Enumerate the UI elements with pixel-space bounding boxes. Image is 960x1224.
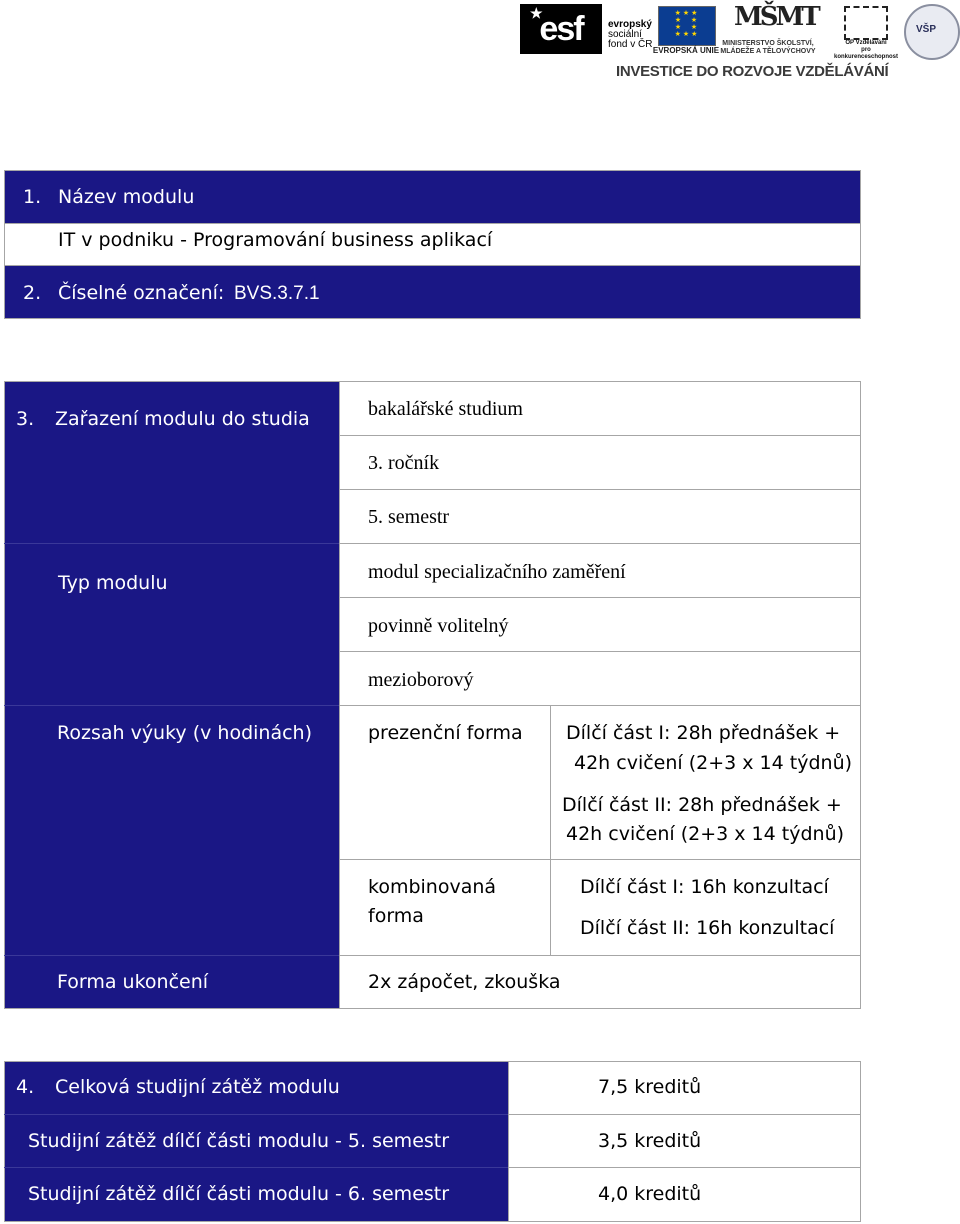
msmt-caption <box>708 40 828 56</box>
msmt-logo: MŠMT <box>734 2 818 32</box>
zarazeni-value-1: bakalářské studium <box>368 398 523 420</box>
esf-logo <box>520 4 602 54</box>
zatez-row-2-label: Studijní zátěž dílčí části modulu - 6. semestr <box>28 1183 450 1205</box>
zarazeni-value-3: 5. semestr <box>368 506 450 528</box>
section4-number: 4. <box>16 1076 35 1098</box>
eu-caption: EVROPSKÁ UNIE <box>652 46 720 55</box>
kombinovana-part1: Dílčí část I: 16h konzultací <box>580 876 829 898</box>
prezencni-part2-line2: 42h cvičení (2+3 x 14 týdnů) <box>566 823 845 845</box>
numbering-number: 2. <box>23 282 42 304</box>
zatez-row-2-value: 4,0 kreditů <box>598 1183 702 1205</box>
kombinovana-value-cell <box>550 859 861 956</box>
prezencni-label: prezenční forma <box>368 722 523 744</box>
zatez-row-1-value: 3,5 kreditů <box>598 1130 702 1152</box>
opvk-line1: OP Vzdělávání <box>845 40 887 46</box>
eu-stars-icon: ★ ★ ★ ★ ★ ★ ★ ★ ★ ★ <box>674 10 698 38</box>
logo-strip <box>520 0 960 90</box>
zatez-row-1-label: Studijní zátěž dílčí části modulu - 5. semestr <box>28 1130 450 1152</box>
section1-heading: Název modulu <box>58 186 195 208</box>
esf-mark: esf <box>539 10 583 48</box>
zarazeni-label: Zařazení modulu do studia <box>55 408 310 430</box>
esf-star-icon: ★ <box>530 5 543 21</box>
prezencni-part1-line2: 42h cvičení (2+3 x 14 týdnů) <box>574 752 853 774</box>
typ-value-3: mezioborový <box>368 669 474 691</box>
numbering-value: BVS.3.7.1 <box>234 283 320 304</box>
section1-number: 1. <box>23 186 42 208</box>
opvk-line2: pro konkurenceschopnost <box>833 47 898 60</box>
section4-label: Celková studijní zátěž modulu <box>55 1076 340 1098</box>
esf-line2: sociální <box>608 29 642 40</box>
divider <box>4 705 340 706</box>
typ-modulu-label: Typ modulu <box>58 572 168 594</box>
divider <box>4 543 340 544</box>
msmt-line1: MINISTERSTVO ŠKOLSTVÍ, <box>722 40 814 47</box>
investice-banner: INVESTICE DO ROZVOJE VZDĚLÁVÁNÍ <box>616 63 889 80</box>
ukonceni-value: 2x zápočet, zkouška <box>368 971 561 993</box>
zarazeni-number: 3. <box>16 408 35 430</box>
kombinovana-part2: Dílčí část II: 16h konzultací <box>580 917 835 939</box>
rozsah-label: Rozsah výuky (v hodinách) <box>57 722 312 744</box>
prezencni-part2-line1: Dílčí část II: 28h přednášek + <box>562 794 842 816</box>
divider <box>4 1167 509 1168</box>
numbering-label: Číselné označení: <box>58 282 225 304</box>
esf-line1: evropský <box>608 19 652 30</box>
module-name: IT v podniku - Programování business aplikací <box>58 229 493 251</box>
esf-line3: fond v ČR <box>608 39 653 50</box>
kombinovana-line2: forma <box>368 905 424 927</box>
section3-label-column <box>4 381 340 1009</box>
divider <box>4 1114 509 1115</box>
typ-value-1: modul specializačního zaměření <box>368 561 626 583</box>
msmt-line2: MLÁDEŽE A TĚLOVÝCHOVY <box>720 48 816 55</box>
opvk-caption <box>830 40 902 61</box>
prezencni-part1-line1: Dílčí část I: 28h přednášek + <box>566 722 841 744</box>
opvk-logo-icon <box>844 6 888 40</box>
kombinovana-line1: kombinovaná <box>368 876 497 898</box>
divider <box>4 955 340 956</box>
section4-value: 7,5 kreditů <box>598 1076 702 1098</box>
zarazeni-value-2: 3. ročník <box>368 452 440 474</box>
typ-value-2: povinně volitelný <box>368 615 509 637</box>
ukonceni-label: Forma ukončení <box>57 971 209 993</box>
vsp-mark: VŠP <box>916 24 937 35</box>
